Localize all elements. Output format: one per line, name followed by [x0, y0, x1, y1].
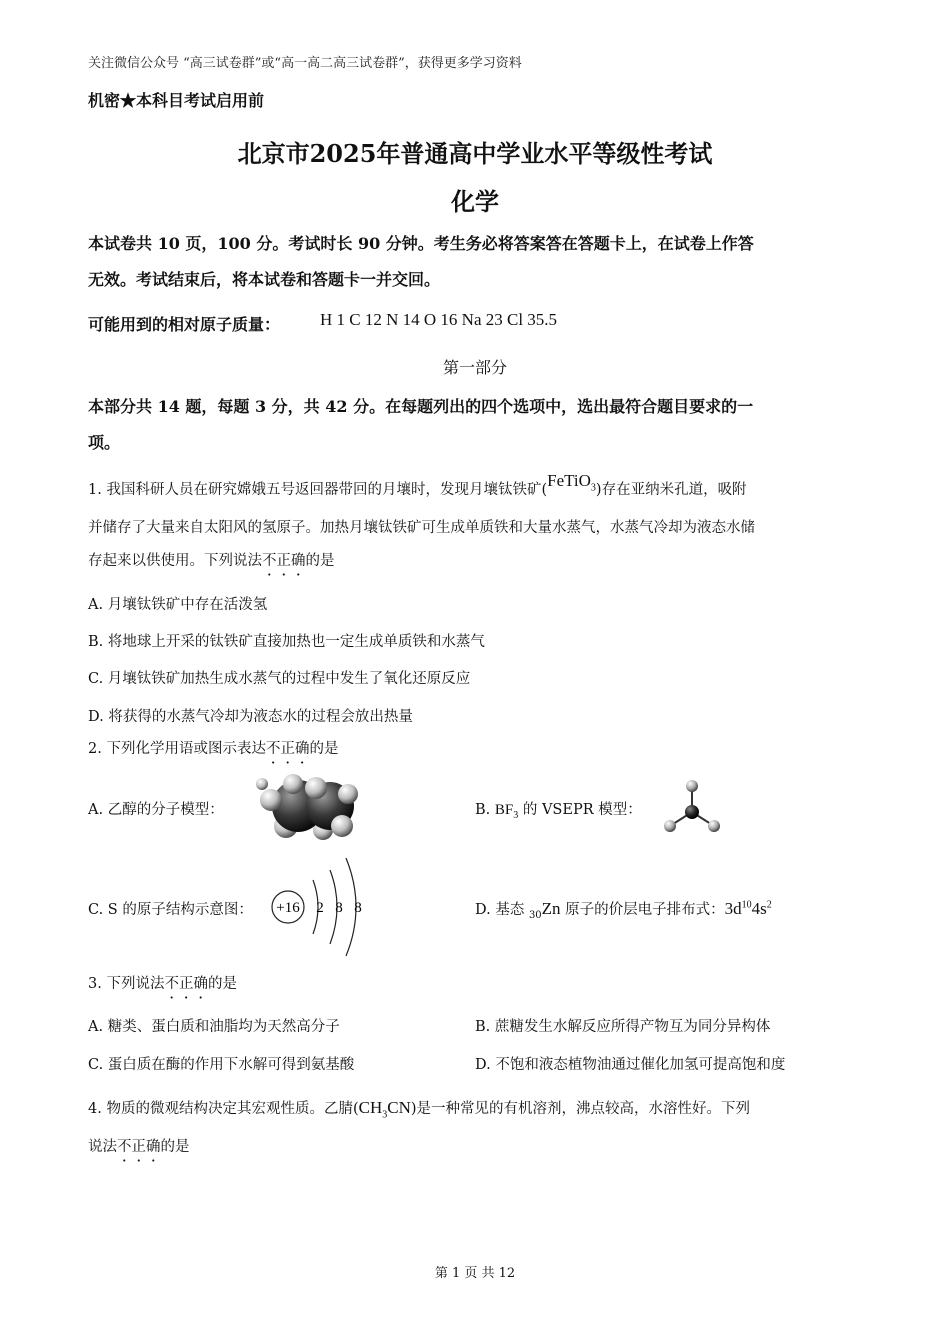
q1-option-a: A. 月壤钛铁矿中存在活泼氢 [88, 597, 268, 613]
nucleus-charge: +16 [276, 900, 300, 916]
confidential-label: 机密★本科目考试启用前 [88, 91, 265, 110]
sulfur-atomic-structure-diagram [268, 852, 378, 962]
subject-title: 化学 [451, 187, 499, 216]
q3-stem: 3. 下列说法不正确的是 [88, 976, 237, 992]
shell-1-electrons: 2 [316, 900, 324, 916]
part-heading: 第一部分 [442, 358, 507, 377]
fetio3-formula: FeTiO$_3$ [547, 471, 596, 494]
q2-option-a: A. 乙醇的分子模型： [88, 802, 224, 818]
q2-option-d: D. 基态 $_{30}$Zn 原子的价层电子排布式：$3d^{10}4s^2$ [475, 899, 772, 921]
exam-title: 北京市2025年普通高中学业水平等级性考试 [237, 139, 713, 168]
ch3cn-formula: $CH_3CN$ [358, 1098, 411, 1121]
q1-option-b: B. 将地球上开采的钛铁矿直接加热也一定生成单质铁和水蒸气 [88, 634, 485, 650]
q3-option-b: B. 蔗糖发生水解反应所得产物互为同分异构体 [475, 1019, 771, 1035]
bf3-vsepr-model [658, 776, 724, 838]
atomic-mass-values: H 1 C 12 N 14 O 16 Na 23 Cl 35.5 [320, 310, 558, 329]
part-description-1: 本部分共 14 题，每题 3 分，共 42 分。在每题列出的四个选项中，选出最符合题目要求的一 [88, 397, 754, 416]
instructions-line-1: 本试卷共 10 页，100 分。考试时长 90 分钟。考生务必将答案答在答题卡上，在试卷上作答 [88, 234, 754, 253]
shell-2-electrons: 8 [335, 900, 343, 916]
atomic-mass-label: 可能用到的相对原子质量： [88, 315, 281, 334]
q4-line-2: 说法不正确的是 [88, 1139, 190, 1155]
shell-3-electrons: 8 [354, 900, 362, 916]
q1-option-d: D. 将获得的水蒸气冷却为液态水的过程会放出热量 [88, 709, 413, 725]
q2-option-b: B. $BF_3$ 的 VSEPR 模型： [475, 802, 642, 821]
zn-config: $3d^{10}4s^2$ [724, 899, 772, 918]
bf3-formula: $BF_3$ [494, 802, 519, 821]
q1-line-3: 存起来以供使用。下列说法不正确的是 [88, 553, 335, 569]
q1-line-1: 1. 我国科研人员在研究嫦娥五号返回器带回的月壤时，发现月壤钛铁矿(FeTiO$_3$)存在亚纳米孔道，吸附 [88, 471, 747, 498]
page-footer: 第 1 页 共 12 [434, 1266, 516, 1281]
q2-stem: 2. 下列化学用语或图示表达不正确的是 [88, 741, 339, 757]
q3-option-a: A. 糖类、蛋白质和油脂均为天然高分子 [88, 1019, 340, 1035]
q1-line-2: 并储存了大量来自太阳风的氢原子。加热月壤钛铁矿可生成单质铁和大量水蒸气，水蒸气冷却为液态水储 [88, 520, 755, 536]
q2-option-c: C. S 的原子结构示意图： [88, 902, 253, 918]
q4-line-1: 4. 物质的微观结构决定其宏观性质。乙腈$(CH_3CN)$是一种常见的有机溶剂，沸点较高，水溶性好。下列 [88, 1098, 751, 1121]
q1-option-c: C. 月壤钛铁矿加热生成水蒸气的过程中发生了氧化还原反应 [88, 671, 471, 687]
q3-option-c: C. 蛋白质在酶的作用下水解可得到氨基酸 [88, 1057, 355, 1073]
q3-option-d: D. 不饱和液态植物油通过催化加氢可提高饱和度 [475, 1057, 786, 1073]
part-description-2: 项。 [88, 433, 121, 452]
wechat-notice: 关注微信公众号 “高三试卷群”或“高一高二高三试卷群”，获得更多学习资料 [88, 56, 522, 71]
ethanol-space-filling-model [238, 770, 363, 840]
instructions-line-2: 无效。考试结束后，将本试卷和答题卡一并交回。 [88, 270, 441, 289]
